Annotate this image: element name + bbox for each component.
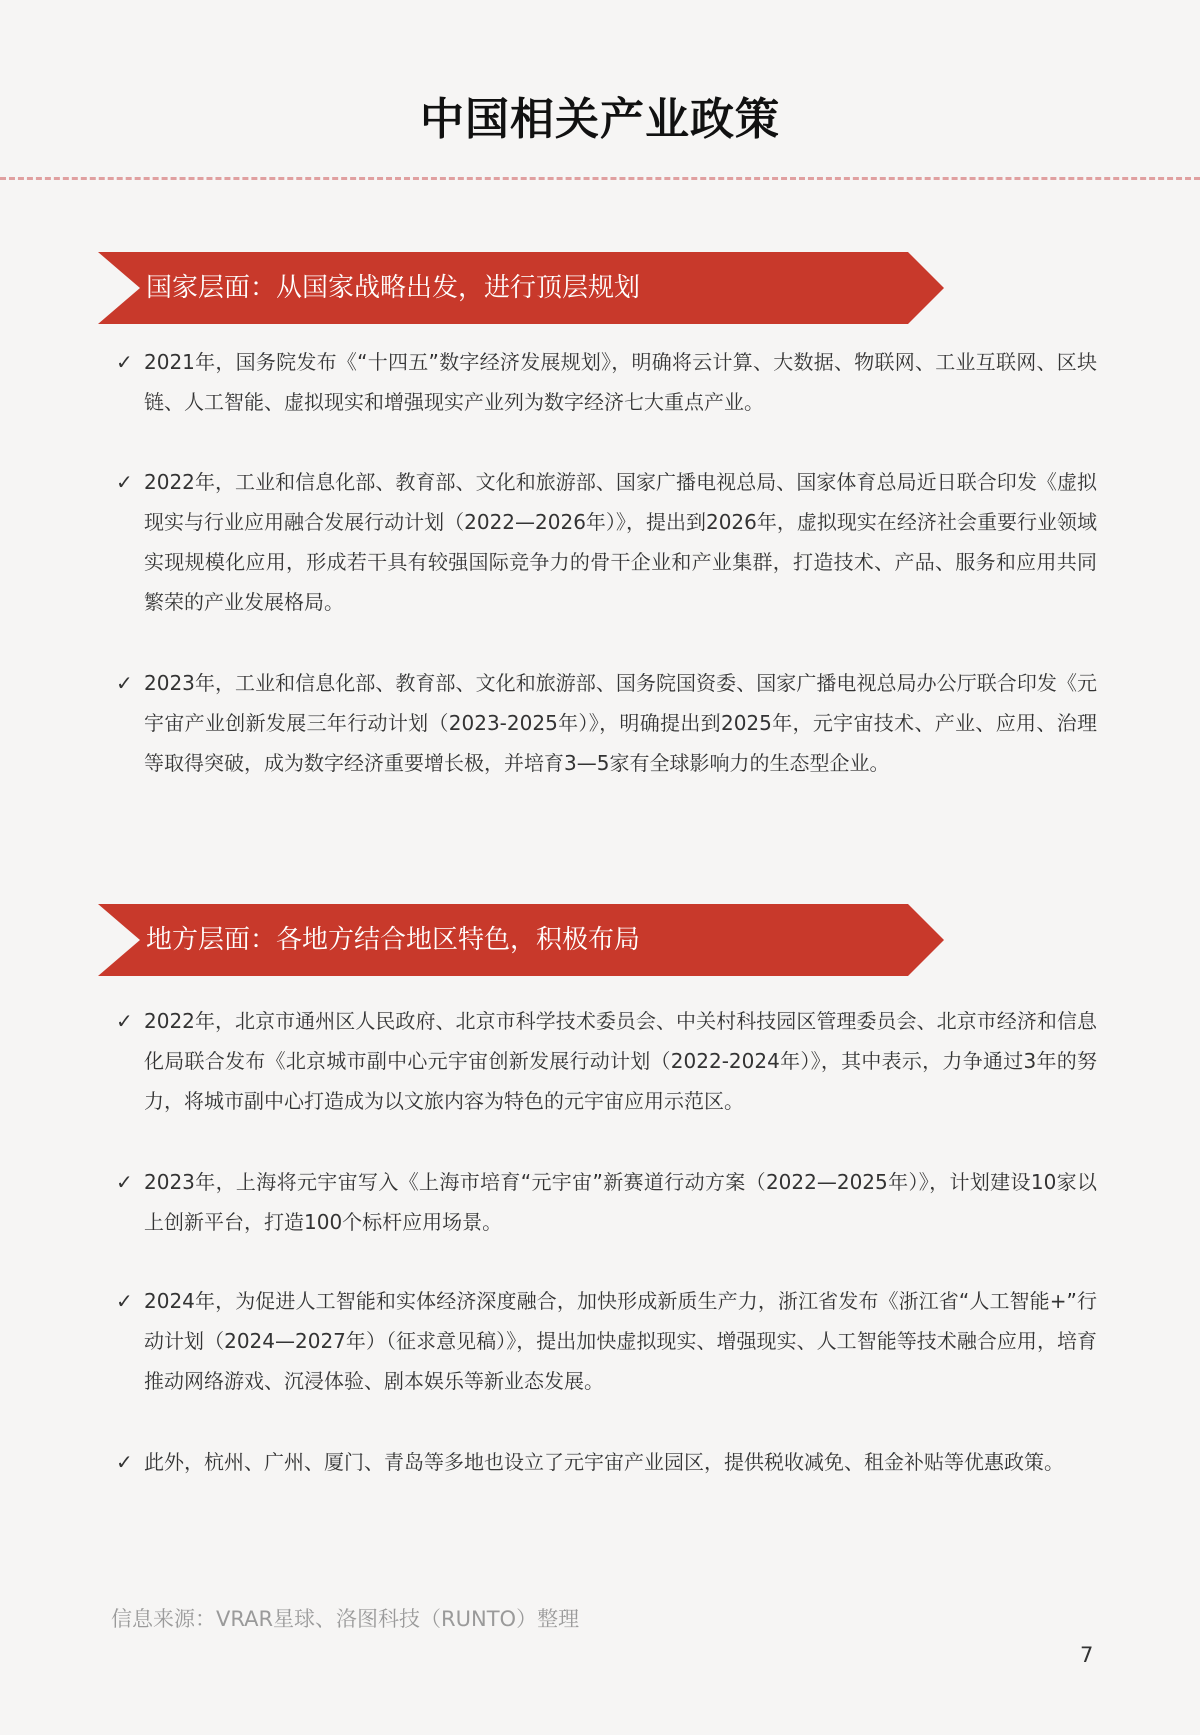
list-item-text: 此外，杭州、广州、厦门、青岛等多地也设立了元宇宙产业园区，提供税收减免、租金补贴等优惠政策。 [144,1450,1064,1474]
section-banner-local [98,904,944,976]
section-heading: 国家层面：从国家战略出发，进行顶层规划 [146,273,641,303]
list-item-text: 2021年，国务院发布《“十四五”数字经济发展规划》，明确将云计算、大数据、物联网、工业互联网、区块链、人工智能、虚拟现实和增强现实产业列为数字经济七大重点产业。 [144,350,1097,414]
list-item-text: 2023年，工业和信息化部、教育部、文化和旅游部、国务院国资委、国家广播电视总局办公厅联合印发《元宇宙产业创新发展三年行动计划（2023-2025年）》，明确提出到2025年，元宇宙技术、产业、应用、治理等取得突破，成为数字经济重要增长极，并培育3—5家有全球影响力的生态型企业。 [144,671,1097,775]
list-item-text: 2024年，为促进人工智能和实体经济深度融合，加快形成新质生产力，浙江省发布《浙江省“人工智能+”行动计划（2024—2027年）（征求意见稿）》，提出加快虚拟现实、增强现实、人工智能等技术融合应用，培育推动网络游戏、沉浸体验、剧本娱乐等新业态发展。 [144,1289,1097,1393]
check-icon: ✓ [116,671,133,695]
list-item-text: 2023年，上海将元宇宙写入《上海市培育“元宇宙”新赛道行动方案（2022—2025年）》，计划建设10家以上创新平台，打造100个标杆应用场景。 [144,1170,1097,1234]
page-number: 7 [1080,1643,1094,1667]
section-heading: 地方层面：各地方结合地区特色，积极布局 [146,925,641,955]
check-icon: ✓ [116,470,133,494]
page-title: 中国相关产业政策 [420,94,780,145]
check-icon: ✓ [116,1289,133,1313]
source-note: 信息来源：VRAR星球、洛图科技（RUNTO）整理 [111,1607,580,1631]
list-item-text: 2022年，工业和信息化部、教育部、文化和旅游部、国家广播电视总局、国家体育总局近日联合印发《虚拟现实与行业应用融合发展行动计划（2022—2026年）》，提出到2026年，虚拟现实在经济社会重要行业领域实现规模化应用，形成若干具有较强国际竞争力的骨干企业和产业集群，打造技术、产品、服务和应用共同繁荣的产业发展格局。 [144,470,1097,614]
check-icon: ✓ [116,1170,133,1194]
list-item-text: 2022年，北京市通州区人民政府、北京市科学技术委员会、中关村科技园区管理委员会、北京市经济和信息化局联合发布《北京城市副中心元宇宙创新发展行动计划（2022-2024年）》，其中表示，力争通过3年的努力，将城市副中心打造成为以文旅内容为特色的元宇宙应用示范区。 [144,1009,1097,1113]
check-icon: ✓ [116,1009,133,1033]
check-icon: ✓ [116,350,133,374]
title-divider [0,177,1200,180]
check-icon: ✓ [116,1450,133,1474]
section-banner-national [98,252,944,324]
